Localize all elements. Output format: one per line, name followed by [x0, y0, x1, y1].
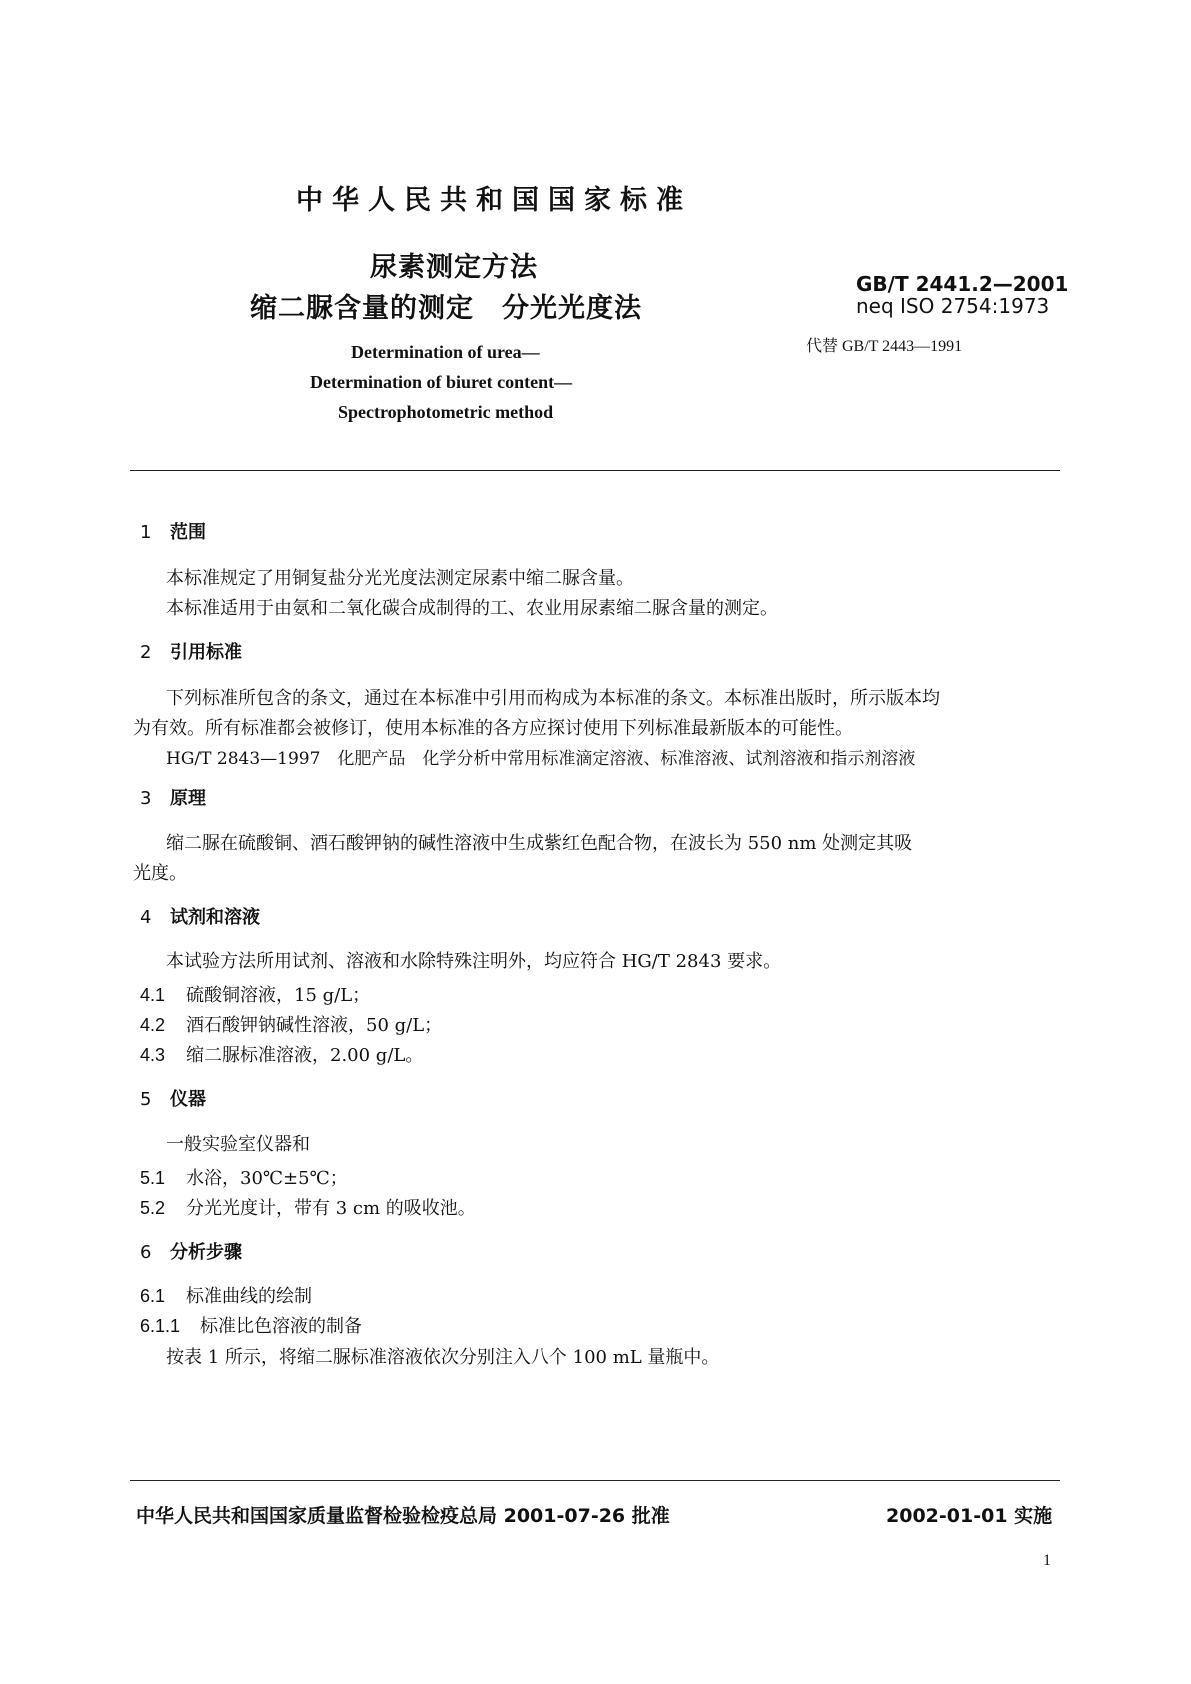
clause-number: 5.2: [140, 1198, 166, 1218]
clause-5-1: [140, 1164, 348, 1190]
section-3-paragraph-line1: 缩二脲在硫酸铜、酒石酸钾钠的碱性溶液中生成紫红色配合物，在波长为 550 nm 处测定其吸: [166, 833, 913, 854]
english-title-line2: Determination of biuret content—: [310, 372, 573, 392]
section-number: 4: [140, 907, 152, 928]
section-1-paragraph-2: 本标准适用于由氨和二氧化碳合成制得的工、农业用尿素缩二脲含量的测定。: [166, 598, 778, 619]
english-title-line1: Determination of urea—: [351, 342, 540, 362]
clause-number: 5.1: [140, 1168, 166, 1188]
header-divider: [130, 470, 1060, 471]
clause-number: 4.2: [140, 1015, 166, 1035]
clause-number: 4.1: [140, 985, 166, 1005]
english-title-line3: Spectrophotometric method: [338, 402, 554, 422]
section-number: 2: [140, 642, 152, 663]
section-number: 6: [140, 1242, 152, 1263]
section-title: 仪器: [170, 1089, 206, 1110]
main-title-line1: 尿素测定方法: [370, 252, 538, 283]
section-title: 分析步骤: [170, 1242, 242, 1263]
section-number: 1: [140, 522, 152, 543]
clause-text: 分光光度计，带有 3 cm 的吸收池。: [186, 1198, 476, 1219]
standard-equivalence: neq ISO 2754:1973: [856, 294, 1050, 318]
section-6-paragraph: 按表 1 所示，将缩二脲标准溶液依次分别注入八个 100 mL 量瓶中。: [166, 1347, 720, 1368]
standard-number: GB/T 2441.2—2001: [856, 272, 1069, 296]
section-4-heading: [140, 903, 260, 929]
clause-4-2: [140, 1011, 442, 1037]
clause-text: 标准曲线的绘制: [186, 1286, 312, 1307]
main-title-line2: 缩二脲含量的测定 分光光度法: [250, 293, 642, 324]
referenced-standard: HG/T 2843—1997 化肥产品 化学分析中常用标准滴定溶液、标准溶液、试剂溶液和指示剂溶液: [166, 749, 916, 769]
clause-4-3: [140, 1041, 423, 1067]
section-title: 引用标准: [170, 642, 242, 663]
clause-text: 标准比色溶液的制备: [200, 1316, 362, 1337]
clause-6-1-1: [140, 1312, 362, 1338]
section-title: 范围: [170, 522, 206, 543]
national-standard-title: 中华人民共和国国家标准: [296, 185, 692, 216]
section-4-paragraph: 本试验方法所用试剂、溶液和水除特殊注明外，均应符合 HG/T 2843 要求。: [166, 951, 782, 972]
clause-number: 4.3: [140, 1045, 166, 1065]
section-2-paragraph-line2: 为有效。所有标准都会被修订，使用本标准的各方应探讨使用下列标准最新版本的可能性。: [133, 718, 853, 739]
clause-number: 6.1.1: [140, 1316, 181, 1336]
section-1-paragraph-1: 本标准规定了用铜复盐分光光度法测定尿素中缩二脲含量。: [166, 568, 634, 589]
section-2-heading: [140, 638, 242, 664]
section-5-paragraph: 一般实验室仪器和: [166, 1134, 310, 1155]
clause-text: 酒石酸钾钠碱性溶液，50 g/L；: [186, 1015, 443, 1036]
approval-statement: 中华人民共和国国家质量监督检验检疫总局 2001-07-26 批准: [136, 1505, 670, 1527]
section-3-paragraph-line2: 光度。: [133, 863, 187, 884]
clause-number: 6.1: [140, 1286, 166, 1306]
footer-divider: [130, 1480, 1060, 1481]
section-3-heading: [140, 784, 206, 810]
clause-text: 水浴，30℃±5℃；: [186, 1168, 348, 1189]
section-title: 原理: [170, 788, 206, 809]
section-number: 5: [140, 1089, 152, 1110]
clause-text: 硫酸铜溶液，15 g/L；: [186, 985, 371, 1006]
effective-date: 2002-01-01 实施: [886, 1505, 1053, 1527]
clause-4-1: [140, 981, 370, 1007]
clause-5-2: [140, 1194, 476, 1220]
section-title: 试剂和溶液: [170, 907, 260, 928]
section-6-heading: [140, 1238, 242, 1264]
page-number: 1: [1043, 1552, 1051, 1569]
section-2-paragraph-line1: 下列标准所包含的条文，通过在本标准中引用而构成为本标准的条文。本标准出版时，所示版本均: [166, 688, 940, 709]
section-5-heading: [140, 1085, 206, 1111]
section-number: 3: [140, 788, 152, 809]
section-1-heading: [140, 518, 206, 544]
replaces-standard: 代替 GB/T 2443—1991: [806, 338, 963, 355]
clause-6-1: [140, 1282, 312, 1308]
clause-text: 缩二脲标准溶液，2.00 g/L。: [186, 1045, 424, 1066]
